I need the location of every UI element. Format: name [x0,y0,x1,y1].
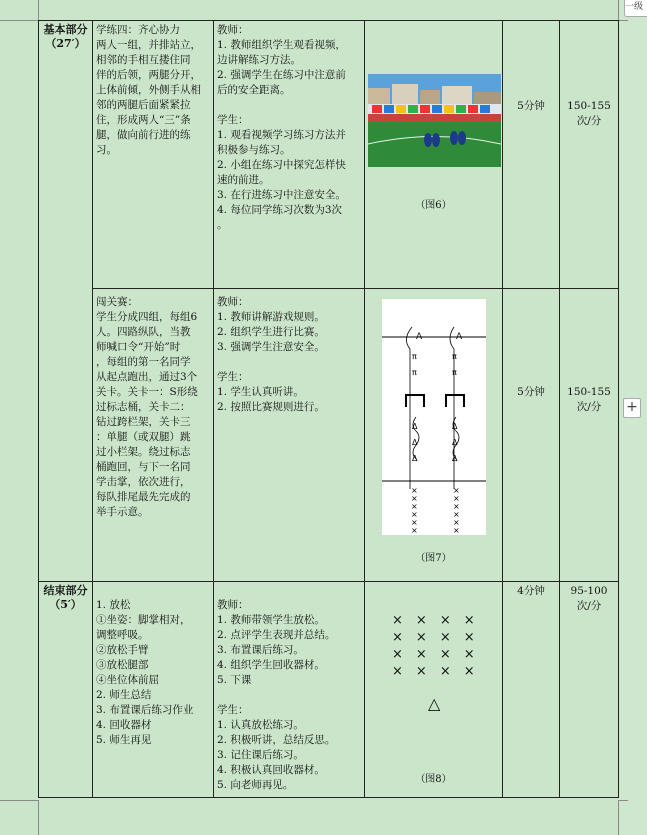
text-line: ：单腿（或双腿）跳 [96,431,191,443]
text-line: 4. 每位同学练习次数为3次 [217,204,343,216]
text-line: 3. 强调学生注意安全。 [217,341,325,353]
student-mark: × [439,647,464,662]
heart-rate-unit: 次/分 [576,401,602,413]
svg-text:π: π [451,368,457,377]
organization-text [217,598,361,793]
text-line: 上体前倾，外侧手从相 [96,84,201,96]
student-mark: × [392,664,416,679]
figure-caption: （图8） [415,774,452,785]
corner-mark [618,20,628,21]
text-line: 人。四路纵队，当教 [96,326,191,338]
figure-caption: （图6） [415,200,452,211]
text-line: 钻过跨栏架，关卡三 [96,416,191,428]
relay-diagram [382,299,486,535]
organization-cell [214,21,365,289]
text-line: 3. 布置课后练习作业 [96,704,194,716]
text-line: 每队排尾最先完成的 [96,491,191,503]
svg-text:Δ: Δ [451,454,457,463]
section-cell-basic [39,21,93,582]
svg-text:A: A [455,332,462,342]
text-line: 速的前进。 [217,174,270,186]
heart-rate-value: 150-155 [567,386,611,398]
text-line [217,98,361,113]
figure-cell [365,582,503,798]
text-line: 习。 [96,144,117,156]
text-line: 后的安全距离。 [217,84,291,96]
plus-icon: + [626,399,638,415]
student-mark: × [463,630,488,645]
svg-text:π: π [451,352,457,361]
text-line: 2. 强调学生在练习中注意前 [217,69,346,81]
time-cell [503,289,560,582]
text-line: 学击掌，依次进行， [96,476,191,488]
text-line: 学生分成四组，每组6 [96,311,198,323]
student-mark: × [392,613,416,628]
text-line: 教师： [217,296,249,308]
content-text [96,295,210,520]
student-mark: × [415,630,440,645]
stadium-image [368,74,501,167]
text-line: 学生： [217,704,249,716]
svg-text:×: × [410,502,418,511]
text-line: 1. 教师带领学生放松。 [217,614,325,626]
heart-rate-unit: 次/分 [576,600,602,612]
text-line: 1. 教师讲解游戏规则。 [217,311,325,323]
text-line: 教师： [217,24,249,36]
text-line: 3. 布置课后练习。 [217,644,304,656]
text-line: 师喊口令“开始”时 [96,341,181,353]
lesson-plan-table [38,20,619,798]
text-line: ③放松腿部 [96,659,149,671]
heart-rate-cell [560,582,619,798]
section-cell-ending [39,582,93,798]
teacher-triangle-icon: △ [428,694,441,713]
content-cell [93,582,214,798]
text-line: 举手示意。 [96,506,149,518]
svg-text:A: A [415,332,422,342]
heart-rate-value: 95-100 [570,585,608,597]
corner-mark [618,0,619,20]
text-line: 过小栏架。绕过标志 [96,446,191,458]
text-line: 桶跑回，与下一名同 [96,461,191,473]
text-line: 2. 点评学生表现并总结。 [217,629,336,641]
heading-level-tab[interactable] [624,0,647,17]
student-mark: × [392,647,416,662]
text-line: 1. 认真放松练习。 [217,719,304,731]
time-value: 4分钟 [517,585,545,597]
student-mark: × [463,613,488,628]
section-title: 基本部分 [43,23,88,36]
student-mark: × [439,630,464,645]
heart-rate-value: 150-155 [567,100,611,112]
student-mark: × [392,630,416,645]
svg-text:Δ: Δ [411,422,417,431]
text-line: 学生： [217,371,249,383]
student-mark: × [439,613,464,628]
formation-row [392,646,488,663]
figure-caption: （图7） [415,553,452,564]
text-line: ④坐位体前屈 [96,674,159,686]
organization-text [217,23,361,233]
text-line: 闯关赛： [96,296,138,308]
text-line: 伴的后领，两腿分开， [96,69,201,81]
student-mark: × [415,647,440,662]
text-line: 学生： [217,114,249,126]
content-cell [93,21,214,289]
text-line: 邻的两腿后面紧紧拉 [96,99,191,111]
text-line: 4. 组织学生回收器材。 [217,659,325,671]
text-line: 关卡。关卡一：S形绕 [96,386,198,398]
time-value: 5分钟 [517,386,545,398]
svg-text:Δ: Δ [451,422,457,431]
text-line: 4. 积极认真回收器材。 [217,764,325,776]
text-line: 2. 按照比赛规则进行。 [217,401,325,413]
text-line: ①坐姿：脚掌相对， [96,614,191,626]
svg-text:×: × [452,510,460,519]
table-row [39,289,619,582]
svg-text:×: × [410,510,418,519]
heading-level-label: 一级 [625,2,644,12]
content-text [96,23,210,158]
figure-cell [365,21,503,289]
time-cell [503,21,560,289]
content-text [96,598,210,748]
svg-text:×: × [452,486,460,495]
section-title: 结束部分 [43,584,88,597]
section-duration: （5′） [49,598,82,611]
student-mark: × [463,664,488,679]
text-line [217,688,361,703]
text-line: 边讲解练习方法。 [217,54,301,66]
figure-cell [365,289,503,582]
svg-text:Δ: Δ [451,438,457,447]
formation-row [392,663,488,680]
text-line: 2. 组织学生进行比赛。 [217,326,325,338]
organization-cell [214,289,365,582]
add-row-button[interactable] [623,398,641,418]
corner-mark [0,800,38,801]
text-line: 3. 在行进练习中注意安全。 [217,189,346,201]
text-line: 1. 放松 [96,599,131,611]
corner-mark [38,800,39,835]
heart-rate-unit: 次/分 [576,115,602,127]
svg-text:Δ: Δ [411,454,417,463]
text-line: 1. 教师组织学生观看视频， [217,39,346,51]
table-row [39,21,619,289]
text-line: 住，形成两人“三”条 [96,114,191,126]
svg-text:×: × [452,494,460,503]
heart-rate-cell [560,289,619,582]
svg-text:π: π [411,368,417,377]
svg-text:×: × [452,526,460,535]
formation-row [392,612,488,629]
student-mark: × [415,613,440,628]
text-line: ②放松手臂 [96,644,149,656]
svg-text:×: × [410,494,418,503]
student-mark: × [415,664,440,679]
text-line: 过标志桶，关卡二： [96,401,191,413]
text-line: 1. 学生认真听讲。 [217,386,304,398]
text-line: 1. 观看视频学习练习方法并 [217,129,346,141]
text-line: 学练四：齐心协力 [96,24,180,36]
text-line: 调整呼吸。 [96,629,149,641]
text-line: 5. 向老师再见。 [217,779,294,791]
svg-text:×: × [452,502,460,511]
svg-text:×: × [410,526,418,535]
svg-text:Δ: Δ [411,438,417,447]
content-cell [93,289,214,582]
text-line: 两人一组，并排站立， [96,39,201,51]
corner-mark [0,20,38,21]
text-line: 2. 师生总结 [96,689,152,701]
svg-text:×: × [410,518,418,527]
heart-rate-cell [560,21,619,289]
text-line: 。 [217,219,228,231]
svg-text:×: × [410,486,418,495]
cross-grid [392,612,488,680]
text-line: ，每组的第一名同学 [96,356,191,368]
text-line: 相邻的手相互搂住同 [96,54,191,66]
organization-text [217,295,361,415]
text-line: 教师： [217,599,249,611]
text-line: 5. 师生再见 [96,734,152,746]
formation-diagram [368,612,506,772]
text-line: 从起点跑出，通过3个 [96,371,198,383]
time-cell [503,582,560,798]
text-line: 腿，做向前行进的练 [96,129,191,141]
text-line: 3. 记住课后练习。 [217,749,304,761]
organization-cell [214,582,365,798]
table-row [39,582,619,798]
formation-row [392,629,488,646]
text-line: 2. 小组在练习中探究怎样快 [217,159,346,171]
field-photo [368,74,501,167]
section-duration: （27′） [45,37,86,50]
text-line [217,355,361,370]
text-line: 积极参与练习。 [217,144,291,156]
text-line: 4. 回收器材 [96,719,152,731]
svg-text:×: × [452,518,460,527]
corner-mark [38,0,39,20]
student-mark: × [463,647,488,662]
corner-mark [618,800,619,835]
relay-course-drawing [382,299,486,535]
text-line: 2. 积极听讲，总结反思。 [217,734,336,746]
corner-mark [618,800,628,801]
time-value: 5分钟 [517,100,545,112]
text-line: 5. 下课 [217,674,252,686]
student-mark: × [439,664,464,679]
svg-text:π: π [411,352,417,361]
